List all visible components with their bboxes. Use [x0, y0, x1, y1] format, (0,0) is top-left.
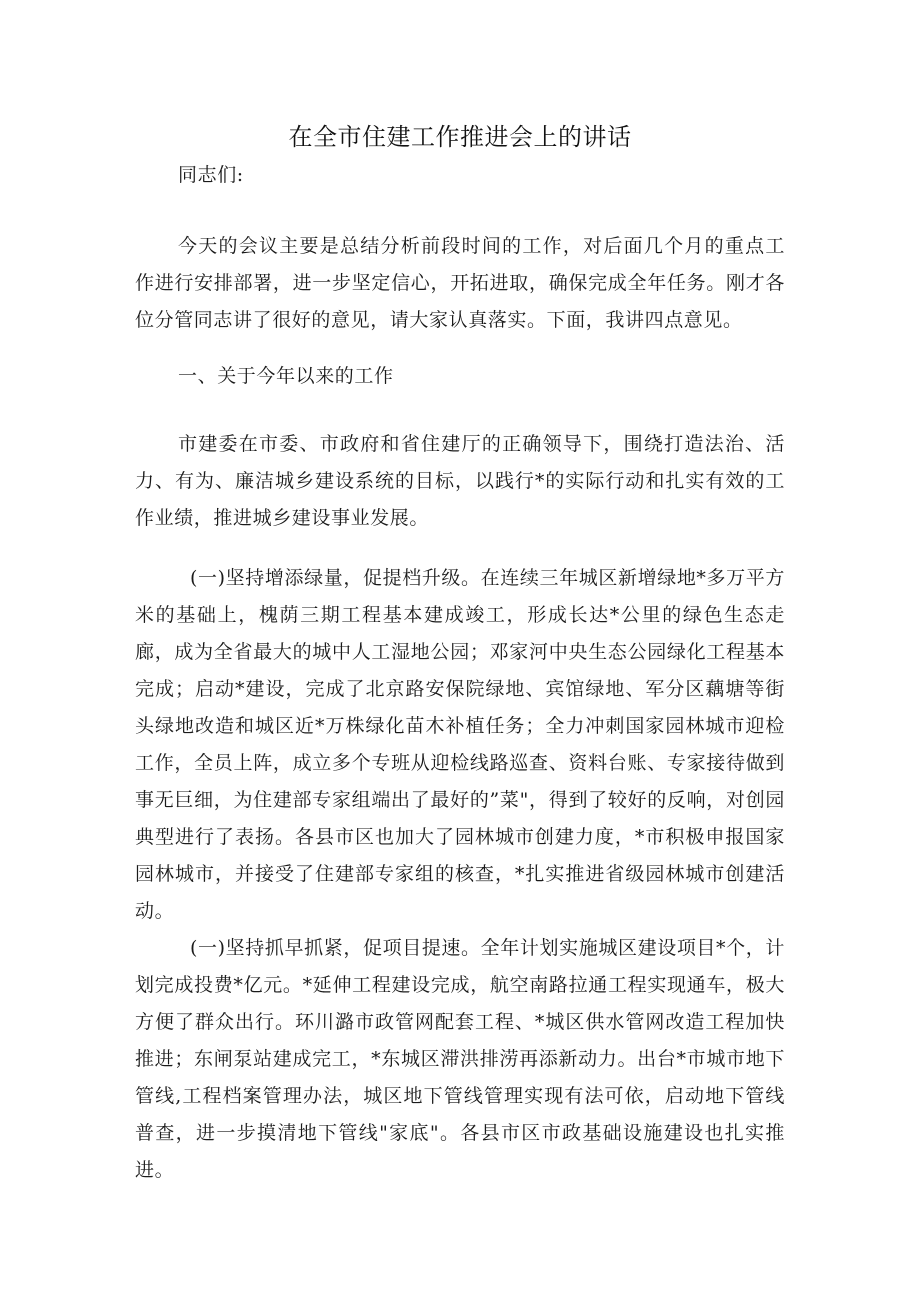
section-heading: 一、关于今年以来的工作: [178, 365, 394, 387]
salutation: 同志们:: [178, 164, 244, 186]
document-title: 在全市住建工作推进会上的讲话: [288, 123, 632, 151]
paragraph-intro: 今天的会议主要是总结分析前段时间的工作，对后面几个月的重点工作进行安排部署，进一步坚定信心，开拓进取，确保完成全年任务。刚才各位分管同志讲了很好的意见，请大家认真落实。下面，我讲四点意见。: [135, 235, 785, 331]
paragraph-greening: (一)坚持增添绿量，促提档升级。在连续三年城区新增绿地*多万平方米的基础上，槐荫三期工程基本建成竣工，形成长达*公里的绿色生态走廊，成为全省最大的城中人工湿地公园；邓家河中央生态公园绿化工程基本完成；启动*建设，完成了北京路安保院绿地、宾馆绿地、军分区藕塘等街头绿地改造和城区近*万株绿化苗木补植任务；全力冲刺国家园林城市迎检工作，全员上阵，成立多个专班从迎检线路巡查、资料台账、专家接待做到事无巨细，为住建部专家组端出了最好的”菜"，得到了较好的反响，对创园典型进行了表扬。各县市区也加大了园林城市创建力度，*市积极申报国家园林城市，并接受了住建部专家组的核查，*扎实推进省级园林城市创建活动。: [135, 567, 785, 922]
paragraph-overview: 市建委在市委、市政府和省住建厅的正确领导下，围绕打造法治、活力、有为、廉洁城乡建设系统的目标，以践行*的实际行动和扎实有效的工作业绩，推进城乡建设事业发展。: [135, 433, 785, 529]
paragraph-projects: (一)坚持抓早抓紧，促项目提速。全年计划实施城区建设项目*个，计划完成投费*亿元。*延伸工程建设完成，航空南路拉通工程实现通车，极大方便了群众出行。环川潞市政管网配套工程、*城区供水管网改造工程加快推进；东闸泵站建成完工，*东城区滞洪排涝再添新动力。出台*市城市地下管线,工程档案管理办法，城区地下管线管理实现有法可依，启动地下管线普查，进一步摸清地下管线"家底"。各县市区市政基础设施建设也扎实推进。: [135, 937, 785, 1181]
